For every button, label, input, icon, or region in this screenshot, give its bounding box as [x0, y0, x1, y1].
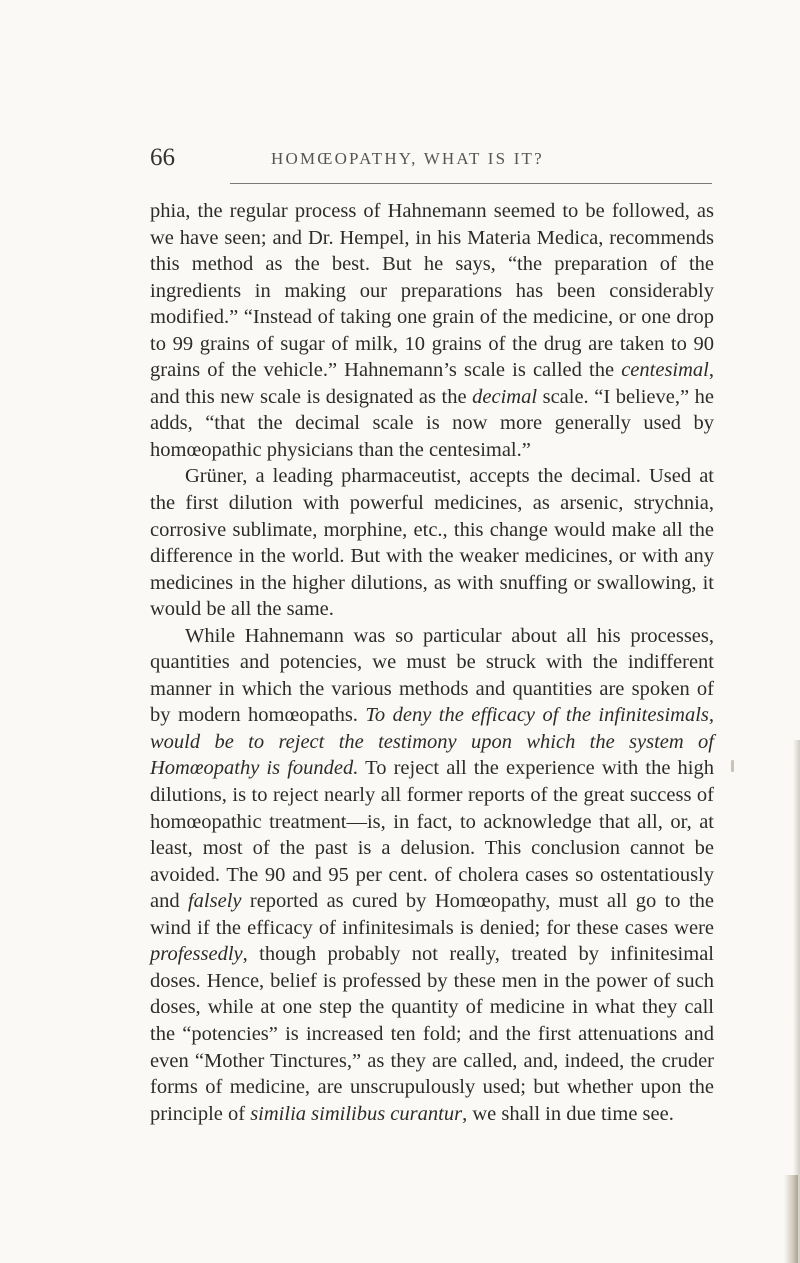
text-run: While Hahnemann was so particular about all his processes, quantities and potencies, we must be struck with the indifferent manner in which the various methods and quantities are spoken of by modern homœopaths. — [150, 624, 714, 727]
italic-term-professedly: professedly — [150, 943, 243, 966]
text-run: , though probably not really, treated by infinitesimal doses. Hence, belief is professed by these men in the power of such doses, while at one step the quantity of medicine in what they call the “potencies” is increased ten fold; and the first attenuations and even “Mother Tinctures,” as they are called, and, indeed, the cruder forms of medicine, are unscrupulously used; but whether upon the principle of — [150, 943, 714, 1125]
paragraph-3 — [150, 623, 714, 1127]
header-rule — [230, 183, 712, 184]
italic-emphasis-sentence: To deny the efficacy of the infinitesimals, would be to reject the testimony upon which the system of Homœopathy is founded. — [150, 704, 714, 780]
text-run: Grüner, a leading pharmaceutist, accepts the decimal. Used at the first dilution with powerful medicines, as arsenic, strychnia, corrosive sublimate, morphine, etc., this change would make all the difference in the world. But with the weaker medicines, or with any medicines in the higher dilutions, as with snuffing or swallowing, it would be all the same. — [150, 465, 714, 621]
italic-term-falsely: falsely — [187, 890, 242, 913]
text-run: To reject all the experience with the high dilutions, is to reject nearly all former reports of the great success of homœopathic treatment—is, in fact, to acknowledge that all, or, at least, most of the past is a delusion. This conclusion cannot be avoided. The 90 and 95 per cent. of cholera cases so ostentatiously and — [150, 757, 714, 913]
paragraph-2 — [150, 463, 714, 622]
body-text — [150, 198, 714, 1127]
italic-latin-phrase: similia similibus curantur — [250, 1102, 463, 1125]
text-run: , and this new scale is designated as the — [150, 359, 714, 408]
margin-speck — [731, 760, 734, 772]
running-title: HOMŒOPATHY, WHAT IS IT? — [271, 149, 544, 168]
text-run: , we shall in due time see. — [462, 1102, 674, 1125]
paragraph-1 — [150, 198, 714, 463]
text-run: reported as cured by Homœopathy, must all go to the wind if the efficacy of infinitesimals is denied; for these cases were — [150, 890, 714, 939]
text-run: scale. “I believe,” he adds, “that the decimal scale is now more generally used by homœopathic physicians than the centesimal.” — [150, 385, 714, 461]
text-run: phia, the regular process of Hahnemann seemed to be followed, as we have seen; and Dr. Hempel, in his Materia Medica, recommends this method as the best. But he says, “the preparation of the ingredients in making our preparations has been considerably modified.” “Instead of taking one grain of the medicine, or one drop to 99 grains of sugar of milk, 10 grains of the drug are taken to 90 grains of the vehicle.” Hahnemann’s scale is called the — [150, 200, 714, 382]
page-edge-mark — [784, 1175, 798, 1263]
page-number: 66 — [150, 144, 175, 171]
italic-term-decimal: decimal — [472, 385, 538, 408]
italic-term-centesimal: centesimal — [621, 359, 709, 382]
page-header — [0, 0, 800, 200]
